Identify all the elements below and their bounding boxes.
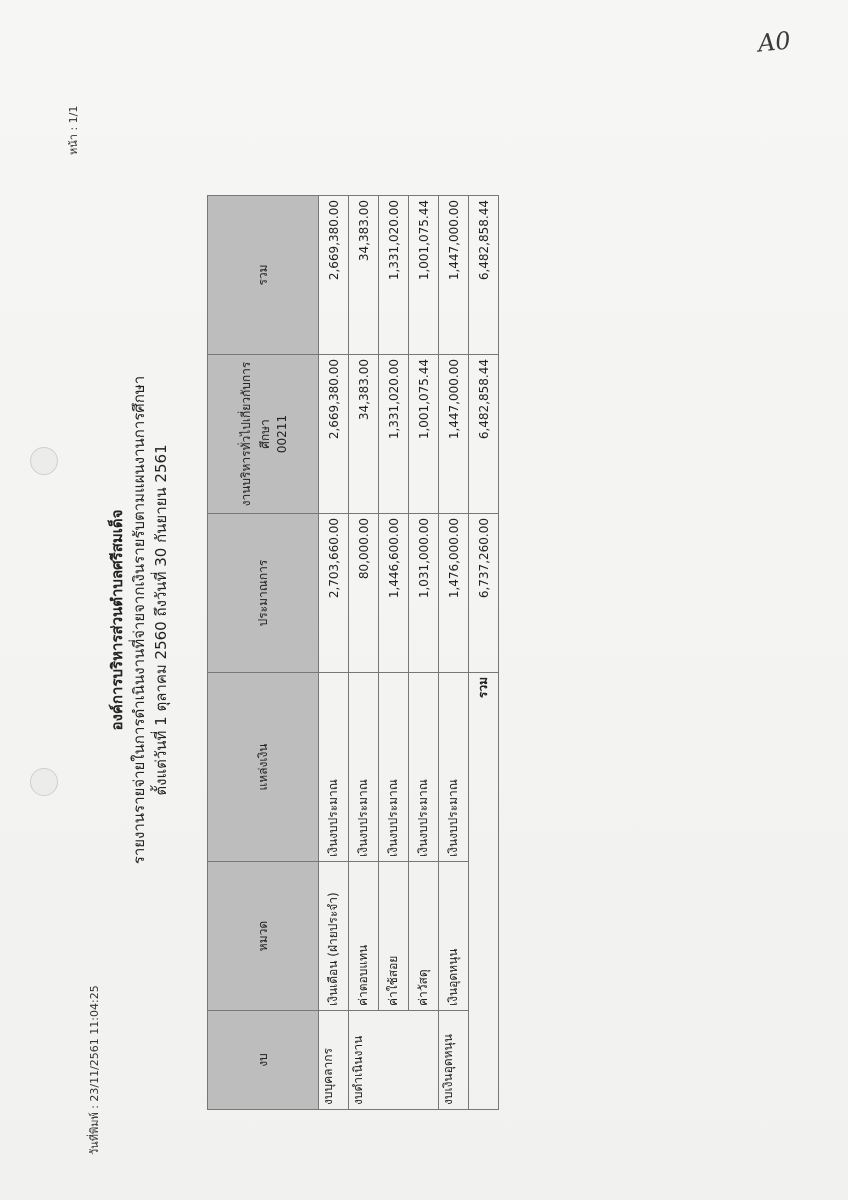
table-header-row: [208, 196, 319, 1110]
row-category: เงินอุดหนุน: [439, 862, 469, 1011]
group-subsidy: งบเงินอุดหนุน: [439, 1011, 469, 1110]
page-number: หน้า : 1/1: [67, 105, 80, 155]
table-row: [349, 196, 379, 1110]
row-source: เงินงบประมาณ: [439, 673, 469, 862]
header-estimate: ประมาณการ: [208, 514, 319, 673]
header-plan-code: 00211: [275, 414, 289, 454]
row-source: เงินงบประมาณ: [379, 673, 409, 862]
row-total: 34,383.00: [349, 196, 379, 355]
row-category: เงินเดือน (ฝ่ายประจำ): [319, 862, 349, 1011]
total-plan: 6,482,858.44: [469, 355, 499, 514]
row-source: เงินงบประมาณ: [319, 673, 349, 862]
row-estimate: 1,031,000.00: [409, 514, 439, 673]
report-titles: [106, 85, 172, 1155]
expense-table: [207, 195, 499, 1110]
punch-hole-bottom: [30, 768, 58, 796]
report-period: ตั้งแต่วันที่ 1 ตุลาคม 2560 ถึงวันที่ 30 กันยายน 2561: [152, 444, 170, 796]
row-estimate: 2,703,660.00: [319, 514, 349, 673]
row-total: 1,001,075.44: [409, 196, 439, 355]
total-spacer: [469, 1011, 499, 1110]
org-name: องค์การบริหารส่วนตำบลศรีสมเด็จ: [108, 509, 126, 731]
total-row: [469, 196, 499, 1110]
handwritten-mark: A0: [756, 26, 792, 58]
header-budget: งบ: [208, 1011, 319, 1110]
row-category: ค่าตอบแทน: [349, 862, 379, 1011]
table-row: [439, 196, 469, 1110]
row-total: 1,331,020.00: [379, 196, 409, 355]
header-total: รวม: [208, 196, 319, 355]
print-date: วันที่พิมพ์ : 23/11/2561 11:04:25: [88, 985, 101, 1155]
group-personnel: งบบุคลากร: [319, 1011, 349, 1110]
row-estimate: 1,446,600.00: [379, 514, 409, 673]
row-plan: 34,383.00: [349, 355, 379, 514]
header-category: หมวด: [208, 862, 319, 1011]
report-title: รายงานรายจ่ายในการดำเนินงานที่จ่ายจากเงินรายรับตามแผนงานการศึกษา: [130, 375, 148, 865]
total-estimate: 6,737,260.00: [469, 514, 499, 673]
header-source: แหล่งเงิน: [208, 673, 319, 862]
row-total: 2,669,380.00: [319, 196, 349, 355]
row-source: เงินงบประมาณ: [349, 673, 379, 862]
row-plan: 1,447,000.00: [439, 355, 469, 514]
group-operation: งบดำเนินงาน: [349, 1011, 439, 1110]
row-plan: 1,001,075.44: [409, 355, 439, 514]
table-row: [409, 196, 439, 1110]
row-plan: 1,331,020.00: [379, 355, 409, 514]
row-source: เงินงบประมาณ: [409, 673, 439, 862]
total-spacer: [469, 862, 499, 1011]
row-plan: 2,669,380.00: [319, 355, 349, 514]
row-category: ค่าใช้สอย: [379, 862, 409, 1011]
table-row: [319, 196, 349, 1110]
total-sum: 6,482,858.44: [469, 196, 499, 355]
row-category: ค่าวัสดุ: [409, 862, 439, 1011]
table-row: [379, 196, 409, 1110]
row-total: 1,447,000.00: [439, 196, 469, 355]
rotated-report: [60, 85, 820, 1155]
row-estimate: 80,000.00: [349, 514, 379, 673]
punch-hole-top: [30, 447, 58, 475]
row-estimate: 1,476,000.00: [439, 514, 469, 673]
header-plan-name: งานบริหารทั่วไปเกี่ยวกับการศึกษา: [239, 361, 272, 507]
header-plan: [208, 355, 319, 514]
total-label: รวม: [469, 673, 499, 862]
